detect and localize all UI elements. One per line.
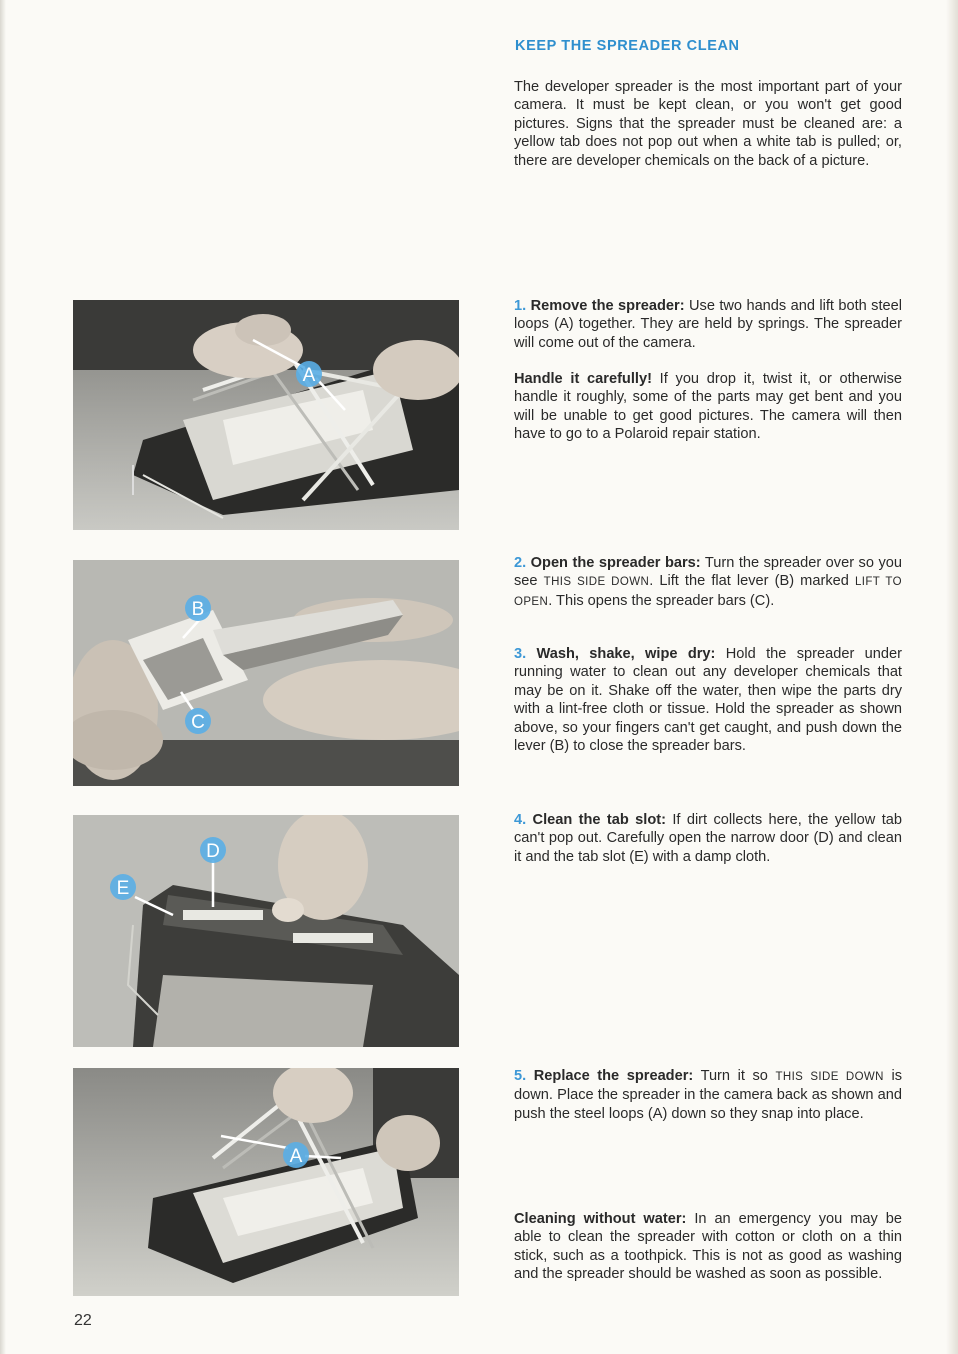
photo-open-spreader-bars [73,560,459,786]
step-2-paragraph [514,554,902,611]
no-water-title: Cleaning without water: [514,1211,687,1227]
step-3-paragraph [514,645,902,755]
no-water-paragraph [514,1210,902,1284]
step-2-this-side-down: THIS SIDE DOWN [543,576,650,589]
page-edge-right [946,0,958,1354]
photo-2-label-c: C [191,712,205,733]
step-3-number: 3. [514,646,527,662]
step-5-text-1: Turn it so [693,1068,776,1084]
intro-paragraph: The developer spreader is the most important part of your camera. It must be kept clean, or you won't get good pictures. Signs that the spreader must be cleaned are: a yellow tab does not pop out when a white tab is pulled; or, there are developer chemicals on the back of a picture. [514,79,902,169]
photo-1-label-a: A [302,365,316,386]
photo-clean-tab-slot [73,815,459,1047]
step-4-text: If dirt collects here, the yellow tab can't pop out. Carefully open the narrow door (D) and clean it and the tab slot (E) with a damp cloth. [514,812,902,865]
step-1-number: 1. [514,298,527,314]
step-2-lift-to-open: LIFT TO OPEN [514,576,902,608]
step-4-paragraph [514,811,902,866]
photo-replace-spreader [73,1068,459,1296]
handle-carefully-text: If you drop it, twist it, or otherwise handle it roughly, some of the parts may get bent and you will be unable to get good pictures. The camera will then have to go to a Polaroid repair station. [514,371,902,443]
photo-4-label-a: A [289,1146,303,1167]
photo-3-label-d: D [206,841,220,862]
handle-carefully-title: Handle it carefully! [514,371,652,387]
handle-carefully-paragraph [514,370,902,444]
step-4-number: 4. [514,812,527,828]
step-3-title: Wash, shake, wipe dry: [536,646,716,662]
no-water-text: In an emergency you may be able to clean the spreader with cotton or cloth on a thin stick, such as a toothpick. This is not as good as washing and the spreader should be washed as soon as possible. [514,1211,902,1283]
step-5-paragraph [514,1067,902,1123]
step-5-this-side-down: THIS SIDE DOWN [775,1071,884,1083]
step-2-number: 2. [514,555,527,571]
photo-2-label-b: B [191,599,205,620]
page-edge-left [0,0,6,1354]
step-4-title: Clean the tab slot: [532,812,666,828]
step-1-title: Remove the spreader: [530,298,685,314]
step-3-text: Hold the spreader under running water to clean out any developer chemicals that may be on it. Shake off the water, then wipe the parts dry with a lint-free cloth or tissue. Hold the spreader as shown above, so your fingers can't get caught, and push down the lever (B) to close the spreader bars. [514,646,902,755]
step-1-paragraph [514,297,902,352]
photo-3-label-e: E [116,878,130,899]
section-heading: KEEP THE SPREADER CLEAN [515,38,740,54]
step-5-text-2: is down. Place the spreader in the camera back as shown and push the steel loops (A) down so they snap into place. [514,1068,903,1122]
step-2-text-2: . Lift the flat lever (B) marked [649,573,855,590]
step-1-text: Use two hands and lift both steel loops (A) together. They are held by springs. The spreader will come out of the camera. [514,298,902,351]
page-number: 22 [74,1312,92,1329]
photo-remove-spreader [73,300,459,530]
step-2-title: Open the spreader bars: [530,555,701,571]
step-5-number: 5. [514,1068,527,1084]
step-5-title: Replace the spreader: [533,1068,694,1084]
step-2-text-1: Turn the spreader over so you see [514,555,902,590]
step-2-text-3: . This opens the spreader bars (C). [548,592,775,609]
